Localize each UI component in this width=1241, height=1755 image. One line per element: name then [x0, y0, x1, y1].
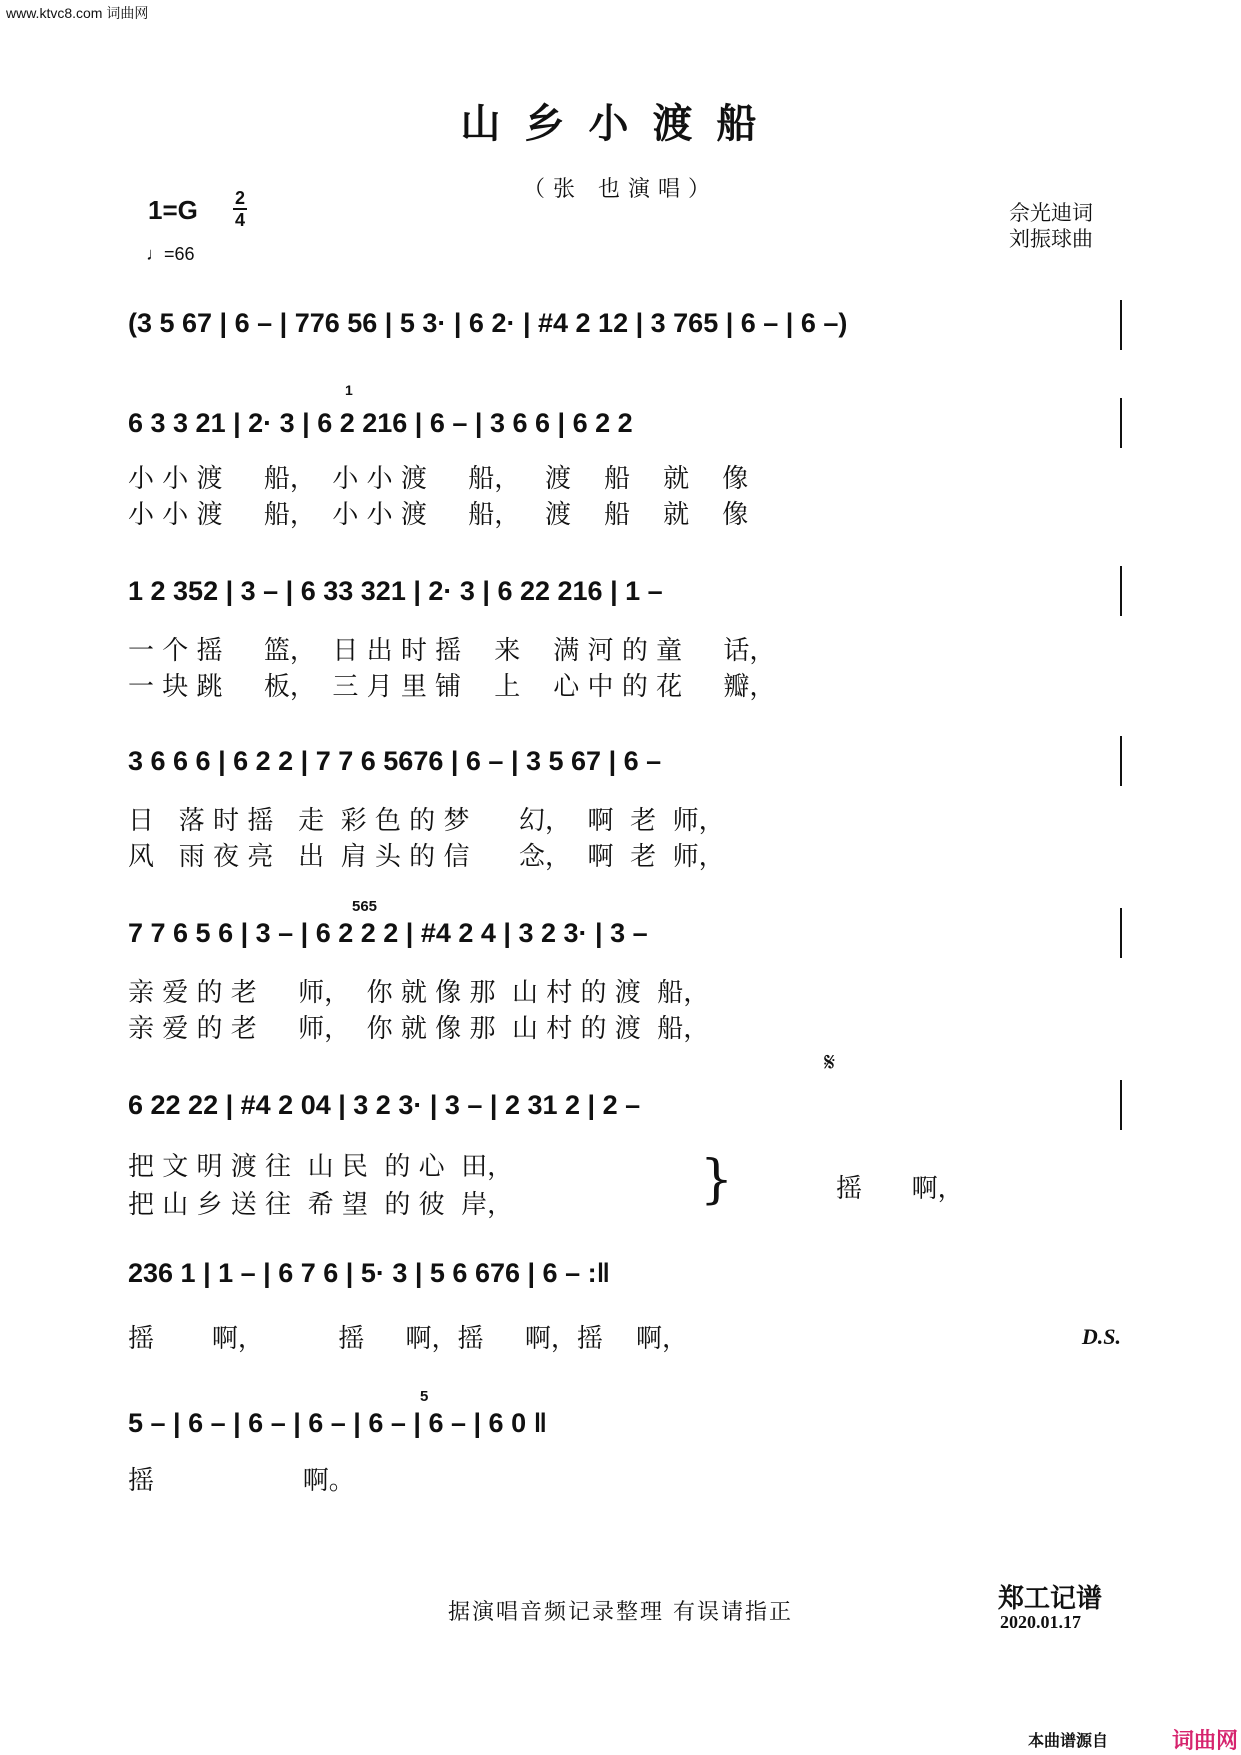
meter-top: 2	[234, 188, 245, 208]
bar-line	[1120, 398, 1122, 448]
credits	[1009, 200, 1093, 252]
performer-subtitle: （张 也演唱）	[523, 177, 718, 202]
bar-line	[1120, 1080, 1122, 1130]
source-label: 本曲谱源自	[1028, 1731, 1109, 1750]
verse-brace-icon: }	[700, 1150, 734, 1210]
song-title: 山乡小渡船	[460, 100, 781, 147]
lyrics-line-2-verse-1: 小 小 渡 船， 小 小 渡 船， 渡 船 就 像	[128, 464, 749, 494]
tempo-marking: ♩=66	[146, 244, 195, 264]
lyrics-line-3-verse-1: 一 个 摇 篮， 日 出 时 摇 来 满 河 的 童 话，	[128, 636, 776, 666]
dal-segno-marking: D.S.	[1081, 1324, 1121, 1349]
key-signature: 1=G	[148, 195, 198, 225]
segno-icon: 𝄋	[824, 1048, 836, 1078]
transcription-note: 据演唱音频记录整理 有误请指正	[448, 1600, 793, 1625]
site-watermark: www.ktvc8.com 词曲网	[6, 5, 149, 21]
grace-notes: 565	[352, 898, 378, 915]
lyrics-line-8: 摇 啊。	[128, 1466, 355, 1496]
lyrics-line-2-verse-2: 小 小 渡 船， 小 小 渡 船， 渡 船 就 像	[128, 500, 749, 530]
transcription-date: 2020.01.17	[1000, 1612, 1081, 1632]
bar-line	[1120, 908, 1122, 958]
lyrics-line-6-shared: 摇 啊，	[836, 1174, 964, 1204]
score-line-4: 3 6 6 6 | 6 2 2 | 7 7 6 5676 | 6 – | 3 5 67 | 6 –	[128, 746, 662, 776]
copyist: 郑工记谱	[998, 1584, 1103, 1614]
composer: 刘振球曲	[1009, 227, 1093, 251]
score-line-8: 5 – | 6 – | 6 – | 6 – | 6 – | 6 – | 6 0 ‖	[128, 1408, 548, 1438]
volta-1: 1	[345, 382, 353, 398]
lyrics-line-6-verse-2: 把 山 乡 送 往 希 望 的 彼 岸，	[128, 1190, 514, 1220]
score-line-6: 6 22 22 | #4 2 04 | 3 2 3· | 3 – | 2 31 2 | 2 –	[128, 1090, 641, 1120]
bar-line	[1120, 566, 1122, 616]
time-signature	[233, 188, 247, 230]
lyrics-line-5-verse-2: 亲 爱 的 老 师， 你 就 像 那 山 村 的 渡 船，	[128, 1014, 710, 1044]
grace-note: 5	[420, 1388, 429, 1405]
bar-line	[1120, 736, 1122, 786]
score-line-2: 6 3 3 21 | 2· 3 | 6 2 216 | 6 – | 3 6 6 | 6 2 2	[128, 408, 633, 438]
site-logo: 词曲网	[1172, 1729, 1239, 1754]
lyrics-line-3-verse-2: 一 块 跳 板， 三 月 里 铺 上 心 中 的 花 瓣，	[128, 672, 776, 702]
lyricist: 佘光迪词	[1009, 201, 1093, 225]
lyrics-line-6-verse-1: 把 文 明 渡 往 山 民 的 心 田，	[128, 1152, 514, 1182]
score-line-1: (3 5 67 | 6 – | 776 56 | 5 3· | 6 2· | #4 2 12 | 3 765 | 6 – | 6 –)	[128, 308, 848, 338]
bar-line	[1120, 300, 1122, 350]
score-line-7: 236 1 | 1 – | 6 7 6 | 5· 3 | 5 6 676 | 6 – :‖	[128, 1258, 611, 1288]
lyrics-line-5-verse-1: 亲 爱 的 老 师， 你 就 像 那 山 村 的 渡 船，	[128, 978, 710, 1008]
meter-bottom: 4	[234, 210, 245, 230]
score-line-5: 7 7 6 5 6 | 3 – | 6 2 2 2 | #4 2 4 | 3 2 3· | 3 –	[128, 918, 648, 948]
lyrics-line-4-verse-2: 风 雨 夜 亮 出 肩 头 的 信 念， 啊 老 师，	[128, 842, 725, 872]
lyrics-line-7: 摇 啊， 摇 啊，摇 啊，摇 啊，	[128, 1324, 688, 1354]
score-line-3: 1 2 352 | 3 – | 6 33 321 | 2· 3 | 6 22 216 | 1 –	[128, 576, 663, 606]
lyrics-line-4-verse-1: 日 落 时 摇 走 彩 色 的 梦 幻， 啊 老 师，	[128, 806, 725, 836]
